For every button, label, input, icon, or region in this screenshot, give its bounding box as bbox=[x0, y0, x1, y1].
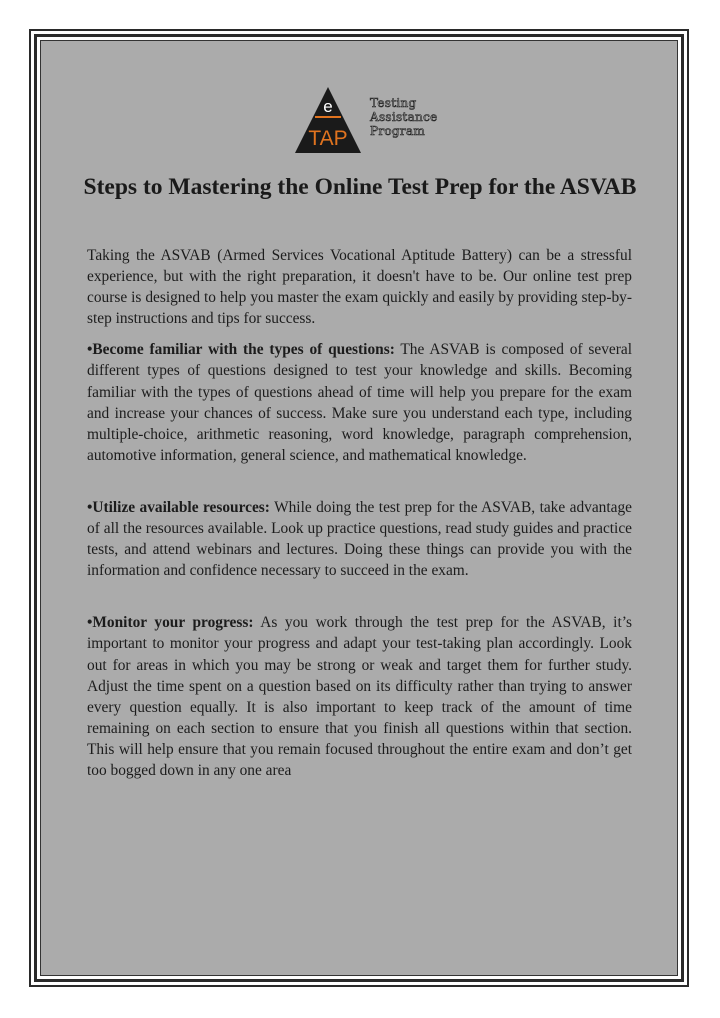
section-body: While doing the test prep for the ASVAB, take advantage of all the resources available. Look up practice questions, read study guides and practice tests, and attend webinars and lectures. Doing these things can provide you with the information and confidence necessary to succeed in the exam. bbox=[87, 498, 633, 580]
section-body: The ASVAB is composed of several different types of questions designed to test your knowledge and skills. Becoming familiar with the types of questions ahead of time will help you prepare for the exam and increase your chances of success. Make sure you understand each type, including multiple-choice, arithmetic reasoning, word knowledge, paragraph comprehension, automotive information, general science, and mathematical knowledge. bbox=[87, 341, 632, 464]
section-bullet: • bbox=[87, 614, 93, 632]
section-paragraph bbox=[87, 612, 632, 781]
logo-letter-e: e bbox=[323, 97, 333, 116]
logo-wordmark bbox=[370, 96, 438, 138]
logo-line-1: Testing bbox=[370, 96, 417, 110]
document-body bbox=[87, 245, 632, 781]
section-bullet: • bbox=[87, 341, 93, 359]
section-paragraph bbox=[87, 497, 632, 581]
logo-line-3: Program bbox=[370, 124, 426, 138]
logo-line-2: Assistance bbox=[370, 110, 438, 124]
section-body: As you work through the test prep for the ASVAB, it’s important to monitor your progress and adapt your test-taking plan accordingly. Look out for areas in which you may be strong or weak and target them for further study. Adjust the time spent on a question based on its difficulty rather than trying to answer every question equally. It is also important to keep track of the amount of time remaining on each section to ensure that you finish all questions within that section. This will help ensure that you remain focused throughout the entire exam and don’t get too bogged down in any one area bbox=[87, 614, 632, 779]
section-bullet: • bbox=[87, 498, 93, 516]
logo-letters-tap: TAP bbox=[308, 127, 348, 150]
section-heading: Become familiar with the types of questions: bbox=[92, 341, 395, 359]
intro-paragraph: Taking the ASVAB (Armed Services Vocational Aptitude Battery) can be a stressful experience, but with the right preparation, it doesn't have to be. Our online test prep course is designed to help you master the exam quickly and easily by providing step-by-step instructions and tips for success. bbox=[87, 247, 632, 328]
section-heading: Monitor your progress: bbox=[92, 614, 254, 632]
section-paragraph bbox=[87, 339, 632, 466]
document-title: Steps to Mastering the Online Test Prep for the ASVAB bbox=[83, 174, 637, 200]
section-heading: Utilize available resources: bbox=[92, 498, 270, 516]
